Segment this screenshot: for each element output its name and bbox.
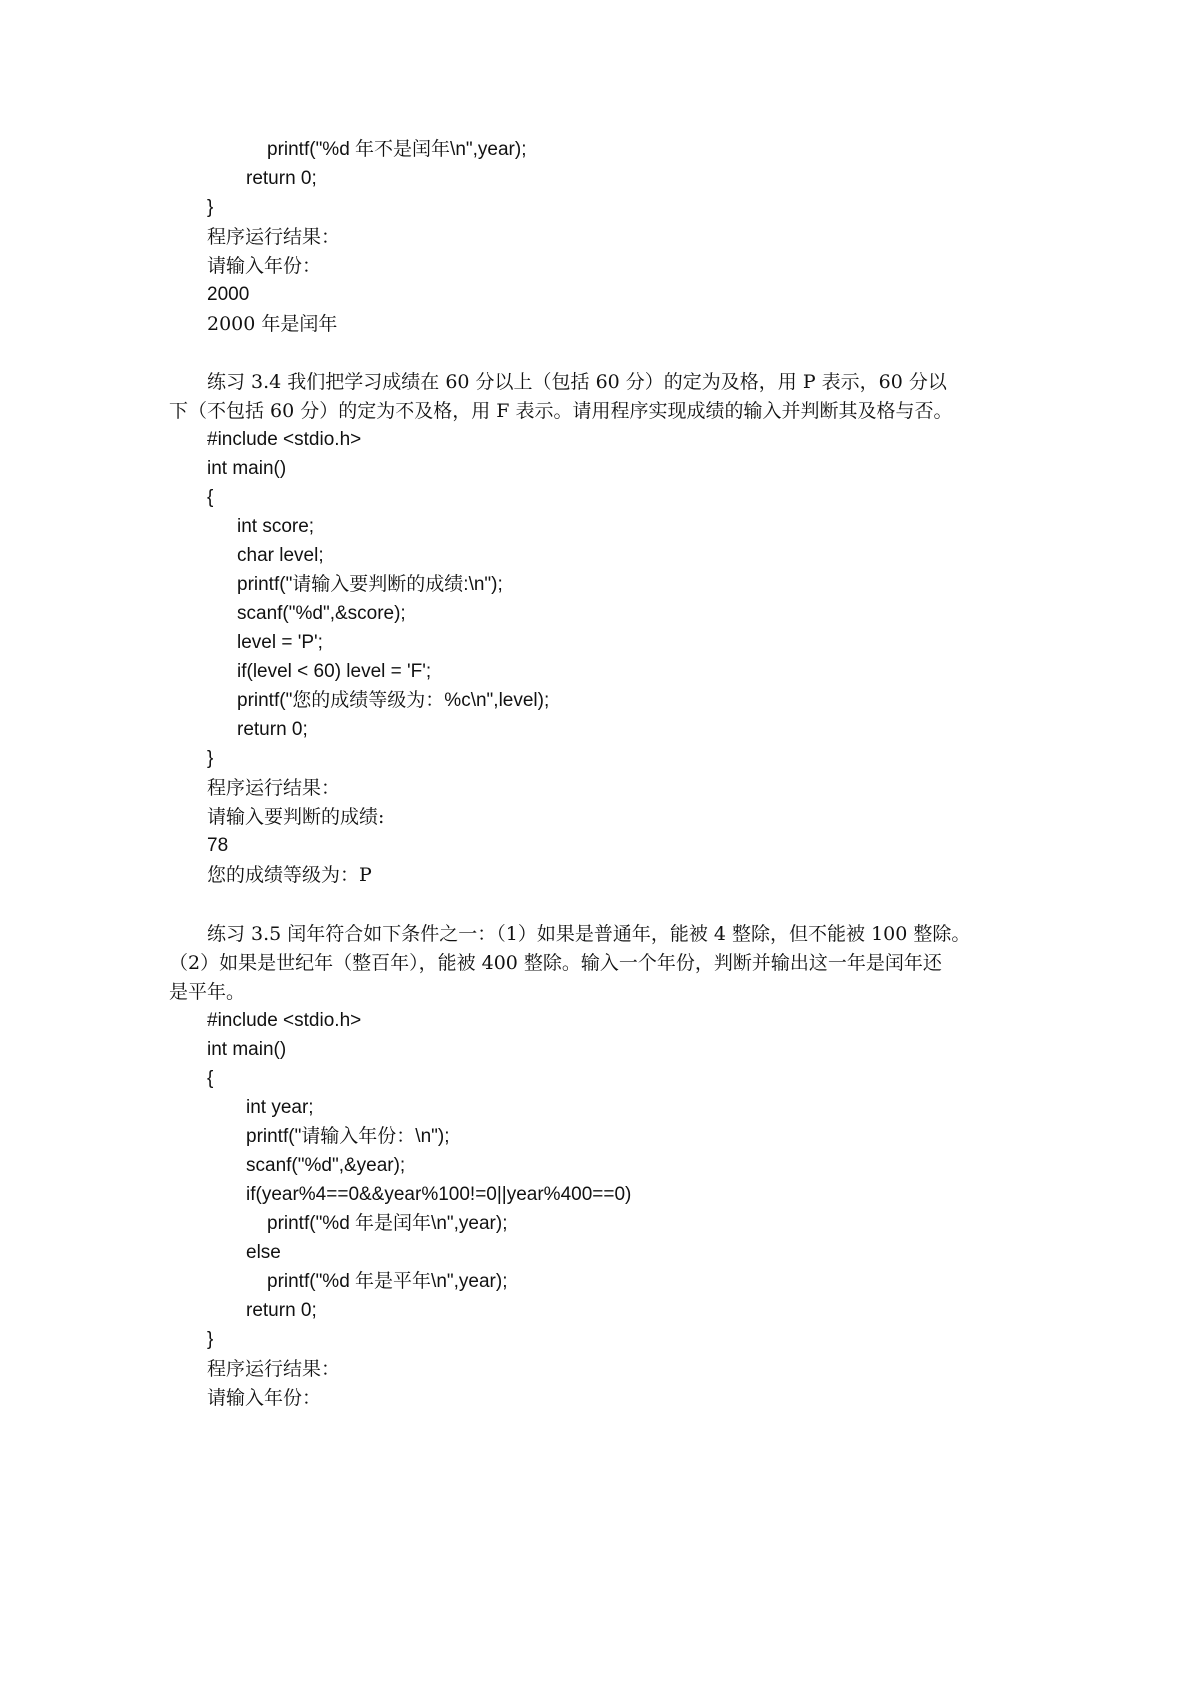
- code-line: int main(): [207, 1039, 287, 1060]
- code-line: printf("%d 年是平年\n",year);: [267, 1271, 508, 1292]
- exercise-3-5-description: 练习 3.5 闰年符合如下条件之一：（1）如果是普通年，能被 4 整除，但不能被 100 整除。: [207, 923, 971, 945]
- code-line: #include <stdio.h>: [207, 1010, 362, 1031]
- code-line: int main(): [207, 458, 287, 479]
- code-line: int score;: [237, 516, 315, 537]
- code-line: }: [207, 197, 214, 218]
- run-result-input: 2000: [207, 284, 250, 305]
- run-result-label: 程序运行结果：: [207, 1358, 341, 1380]
- run-result-input: 78: [207, 835, 229, 856]
- code-line: return 0;: [237, 719, 308, 740]
- run-result-prompt: 请输入年份：: [207, 255, 322, 277]
- code-line: level = 'P';: [237, 632, 323, 653]
- code-line: printf("请输入年份：\n");: [246, 1126, 450, 1147]
- code-line: #include <stdio.h>: [207, 429, 362, 450]
- code-line: return 0;: [246, 1300, 317, 1321]
- code-line: if(year%4==0&&year%100!=0||year%400==0): [246, 1184, 632, 1205]
- code-line: }: [207, 748, 214, 769]
- code-line: printf("请输入要判断的成绩:\n");: [237, 574, 503, 595]
- exercise-3-5-description: 是平年。: [169, 981, 246, 1003]
- code-line: {: [207, 1068, 214, 1089]
- exercise-3-4-description: 下（不包括 60 分）的定为不及格，用 F 表示。请用程序实现成绩的输入并判断其及格与否。: [169, 400, 953, 422]
- code-line: scanf("%d",&score);: [237, 603, 406, 624]
- code-line: }: [207, 1329, 214, 1350]
- run-result-prompt: 请输入年份：: [207, 1387, 322, 1409]
- code-line: else: [246, 1242, 281, 1263]
- exercise-3-5-description: （2）如果是世纪年（整百年），能被 400 整除。输入一个年份，判断并输出这一年是闰年还: [169, 952, 942, 974]
- code-line: printf("%d 年不是闰年\n",year);: [267, 139, 527, 160]
- code-line: int year;: [246, 1097, 314, 1118]
- code-line: return 0;: [246, 168, 317, 189]
- run-result-output: 2000 年是闰年: [207, 313, 338, 335]
- exercise-3-4-description: 练习 3.4 我们把学习成绩在 60 分以上（包括 60 分）的定为及格，用 P 表示，60 分以: [207, 371, 947, 393]
- code-line: printf("您的成绩等级为：%c\n",level);: [237, 690, 550, 711]
- code-line: printf("%d 年是闰年\n",year);: [267, 1213, 508, 1234]
- code-line: {: [207, 487, 214, 508]
- code-line: scanf("%d",&year);: [246, 1155, 406, 1176]
- code-line: char level;: [237, 545, 324, 566]
- run-result-prompt: 请输入要判断的成绩:: [207, 806, 385, 828]
- run-result-label: 程序运行结果：: [207, 777, 341, 799]
- run-result-output: 您的成绩等级为：P: [207, 864, 372, 886]
- code-line: if(level < 60) level = 'F';: [237, 661, 432, 682]
- run-result-label: 程序运行结果：: [207, 226, 341, 248]
